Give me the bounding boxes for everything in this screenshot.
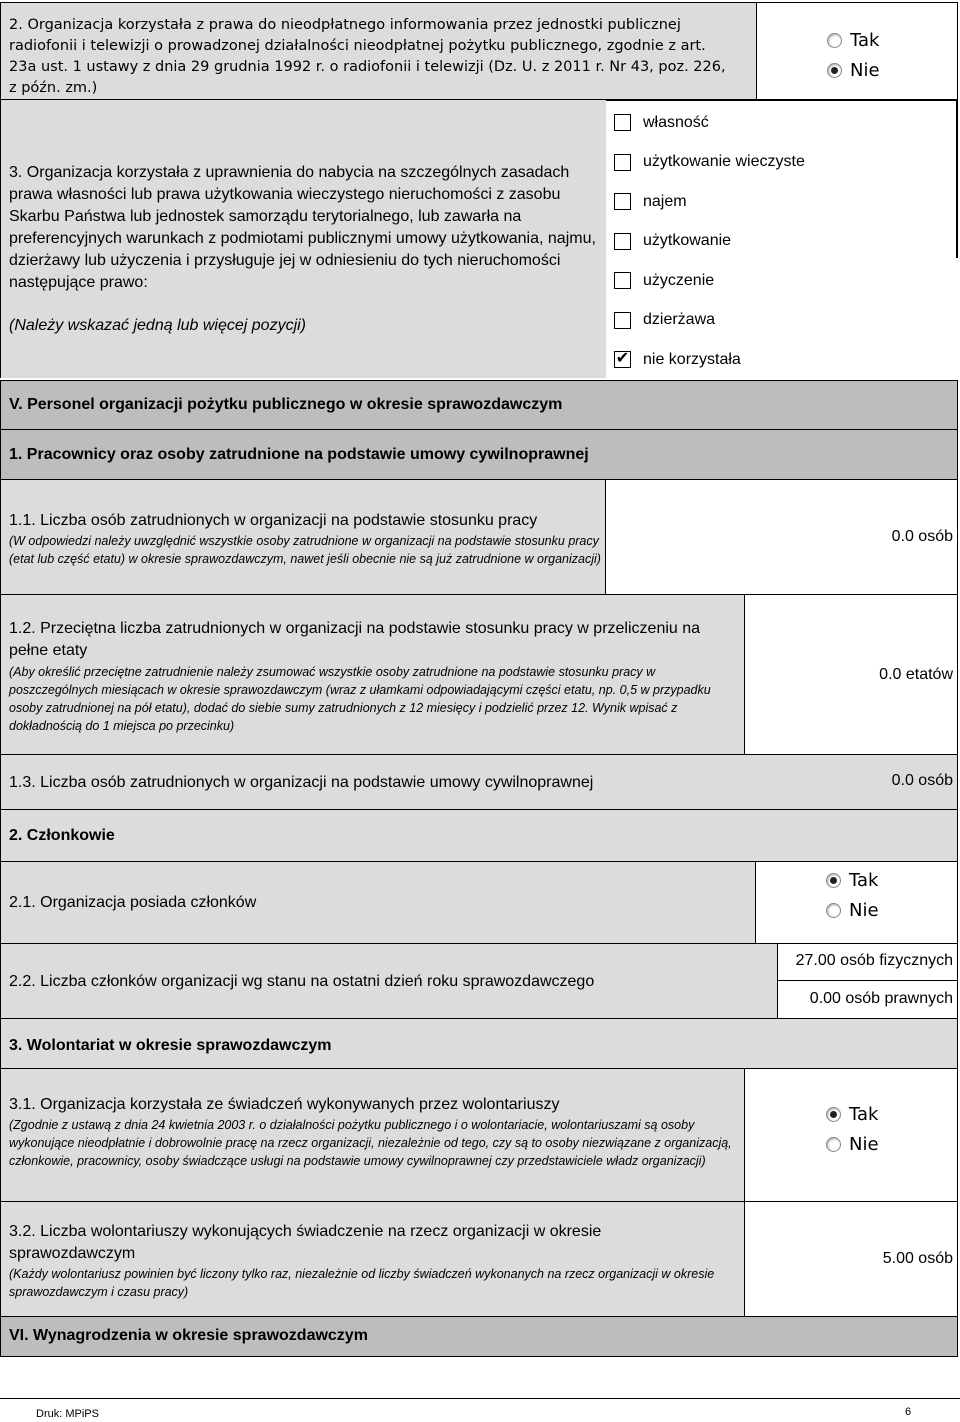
radio-selected-icon: [826, 1107, 841, 1122]
radio-icon: [827, 33, 842, 48]
q3-text: 3. Organizacja korzystała z uprawnienia do nabycia na szczególnych zasadach prawa własności lub prawa użytkowania wieczystego nieruchomości z zasobu Skarbu Państwa lub jednostek samorządu terytorialnego, lub zawarła na preferencyjnych warunkach z podmiotami publicznymi umowy użytkowania, najmu, dzierżawy lub użyczenia i przysługuje jej w odniesieniu do tych nieruchomości następujące prawo:: [9, 164, 596, 291]
s21-radio-group: [826, 865, 879, 925]
s21-answer-cell: [756, 862, 958, 944]
s31-answer-cell: [745, 1069, 958, 1202]
s31-question-cell: [0, 1069, 745, 1202]
s11-value: 0.0 osób: [891, 528, 953, 545]
s12-title: 1.2. Przeciętna liczba zatrudnionych w organizacji na podstawie stosunku pracy w przeliczeniu na pełne etaty: [9, 620, 701, 659]
s13-row: [0, 755, 958, 810]
s21-title: 2.1. Organizacja posiada członków: [9, 894, 257, 911]
q2-answer-cell: [756, 2, 958, 100]
q2-question-cell: [0, 2, 756, 100]
checkbox-nie-korzystala[interactable]: ✔ nie korzystała: [615, 350, 741, 368]
s21-radio-tak[interactable]: Tak: [826, 865, 879, 895]
checkbox-dzierzawa[interactable]: dzierżawa: [614, 301, 805, 341]
s31-radio-group: [826, 1099, 879, 1159]
s12-value: 0.0 etatów: [879, 666, 953, 683]
divider: [956, 100, 958, 258]
s22-answer-cell: [778, 944, 958, 1019]
q2-radio-group: [827, 25, 880, 85]
radio-icon: [826, 1137, 841, 1152]
section-3-title: 3. Wolontariat w okresie sprawozdawczym: [9, 1037, 332, 1054]
section-vi-header: [0, 1317, 958, 1357]
checkbox-uzytkowanie[interactable]: użytkowanie: [614, 222, 805, 262]
q3-checkbox-list: [606, 100, 958, 378]
q2-radio-nie[interactable]: Nie: [827, 55, 880, 85]
section-vi-title: VI. Wynagrodzenia w okresie sprawozdawczym: [9, 1327, 368, 1344]
s22-title: 2.2. Liczba członków organizacji wg stanu na ostatni dzień roku sprawozdawczego: [9, 973, 595, 990]
s31-radio-nie[interactable]: Nie: [826, 1129, 879, 1159]
footer-print-label: Druk: MPiPS: [36, 1408, 99, 1420]
checkmark-icon: ✔: [615, 350, 630, 368]
s31-note: (Zgodnie z ustawą z dnia 24 kwietnia 2003 r. o działalności pożytku publicznego i o wolontariacie, wolontariuszami są osoby wykonujące nieodpłatnie i dobrowolnie pracę na rzecz organizacji, niezależnie od tego, czy są to osoby niezwiązane z organizacją, członkowie, pracownicy, osoby świadczące usługi na podstawie umowy cywilnoprawnej czy przedstawiciele władz organizacji): [9, 1118, 732, 1168]
checkbox-najem[interactable]: najem: [614, 182, 805, 222]
s11-note: (W odpowiedzi należy uwzględnić wszystkie osoby zatrudnione w organizacji na podstawie stosunku pracy (etat lub część etatu) w okresie sprawozdawczym, nawet jeśli obecnie nie są już zatrudnione w organizacji): [9, 534, 601, 566]
section-2-title: 2. Członkowie: [9, 827, 115, 844]
checkbox-icon: [614, 154, 631, 171]
s12-note: (Aby określić przeciętne zatrudnienie należy zsumować wszystkie osoby zatrudnione na podstawie stosunku pracy w poszczególnych miesiącach w okresie sprawozdawczym (wraz z ułamkami odpowiadającymi części etatu, np. 0,5 w przypadku osoby zatrudnionej na pół etatu), dodać do siebie sumy zatrudnionych z 12 miesięcy i podzielić przez 12. Wynik wpisać z dokładnością do 1 miejsca po przecinku): [9, 665, 711, 733]
q2-text: 2. Organizacja korzystała z prawa do nieodpłatnego informowania przez jednostki publicznej radiofonii i telewizji o prowadzonej działalności nieodpłatnej pożytku publicznego, zgodnie z art. 23a ust. 1 ustawy z dnia 29 grudnia 1992 r. o radiofonii i telewizji (Dz. U. z 2011 r. Nr 43, poz. 226, z późn. zm.): [9, 17, 726, 96]
s32-title: 3.2. Liczba wolontariuszy wykonujących świadczenie na rzecz organizacji w okresie sprawozdawczym: [9, 1223, 602, 1262]
radio-selected-icon: [826, 873, 841, 888]
s31-radio-tak[interactable]: Tak: [826, 1099, 879, 1129]
checkbox-wlasnosc[interactable]: własność: [614, 103, 805, 143]
s32-value: 5.00 osób: [882, 1250, 953, 1267]
checkbox-uzytkowanie-wieczyste[interactable]: użytkowanie wieczyste: [614, 143, 805, 183]
section-1-header: [0, 430, 958, 480]
section-2-header: [0, 810, 958, 862]
s22-value-fizyczne: 27.00 osób fizycznych: [795, 952, 953, 969]
s13-value: 0.0 osób: [891, 772, 953, 789]
checkbox-icon: [614, 272, 631, 289]
radio-selected-icon: [827, 63, 842, 78]
s32-note: (Każdy wolontariusz powinien być liczony tylko raz, niezależnie od liczby świadczeń wykonanych na rzecz organizacji w okresie sprawozdawczym i czasu pracy): [9, 1267, 715, 1299]
footer-rule: [0, 1398, 960, 1399]
section-1-title: 1. Pracownicy oraz osoby zatrudnione na podstawie umowy cywilnoprawnej: [9, 446, 589, 463]
s21-question-cell: [0, 862, 756, 944]
q2-radio-tak[interactable]: Tak: [827, 25, 880, 55]
checkbox-icon: [614, 193, 631, 210]
section-3-header: [0, 1019, 958, 1069]
s13-title: 1.3. Liczba osób zatrudnionych w organizacji na podstawie umowy cywilnoprawnej: [9, 774, 594, 791]
s22-question-cell: [0, 944, 778, 1019]
section-v-header: [0, 380, 958, 430]
footer-page-number: 6: [905, 1406, 912, 1418]
checkbox-icon: [614, 312, 631, 329]
s32-answer-cell: [745, 1202, 958, 1317]
section-v-title: V. Personel organizacji pożytku publicznego w okresie sprawozdawczym: [9, 396, 563, 413]
s11-answer-cell: [606, 480, 958, 595]
s31-title: 3.1. Organizacja korzystała ze świadczeń wykonywanych przez wolontariuszy: [9, 1096, 560, 1113]
s22-value-prawne: 0.00 osób prawnych: [809, 990, 953, 1007]
s11-title: 1.1. Liczba osób zatrudnionych w organizacji na podstawie stosunku pracy: [9, 512, 538, 529]
checkbox-icon: [614, 233, 631, 250]
checkbox-uzyczenie[interactable]: użyczenie: [614, 261, 805, 301]
q3-note: (Należy wskazać jedną lub więcej pozycji): [9, 317, 307, 334]
s12-answer-cell: [745, 595, 958, 755]
checkbox-icon: [614, 114, 631, 131]
s12-question-cell: [0, 595, 745, 755]
s32-question-cell: [0, 1202, 745, 1317]
s11-question-cell: [0, 480, 606, 595]
radio-icon: [826, 903, 841, 918]
divider: [778, 980, 957, 981]
s21-radio-nie[interactable]: Nie: [826, 895, 879, 925]
q3-question-cell: [0, 100, 606, 378]
